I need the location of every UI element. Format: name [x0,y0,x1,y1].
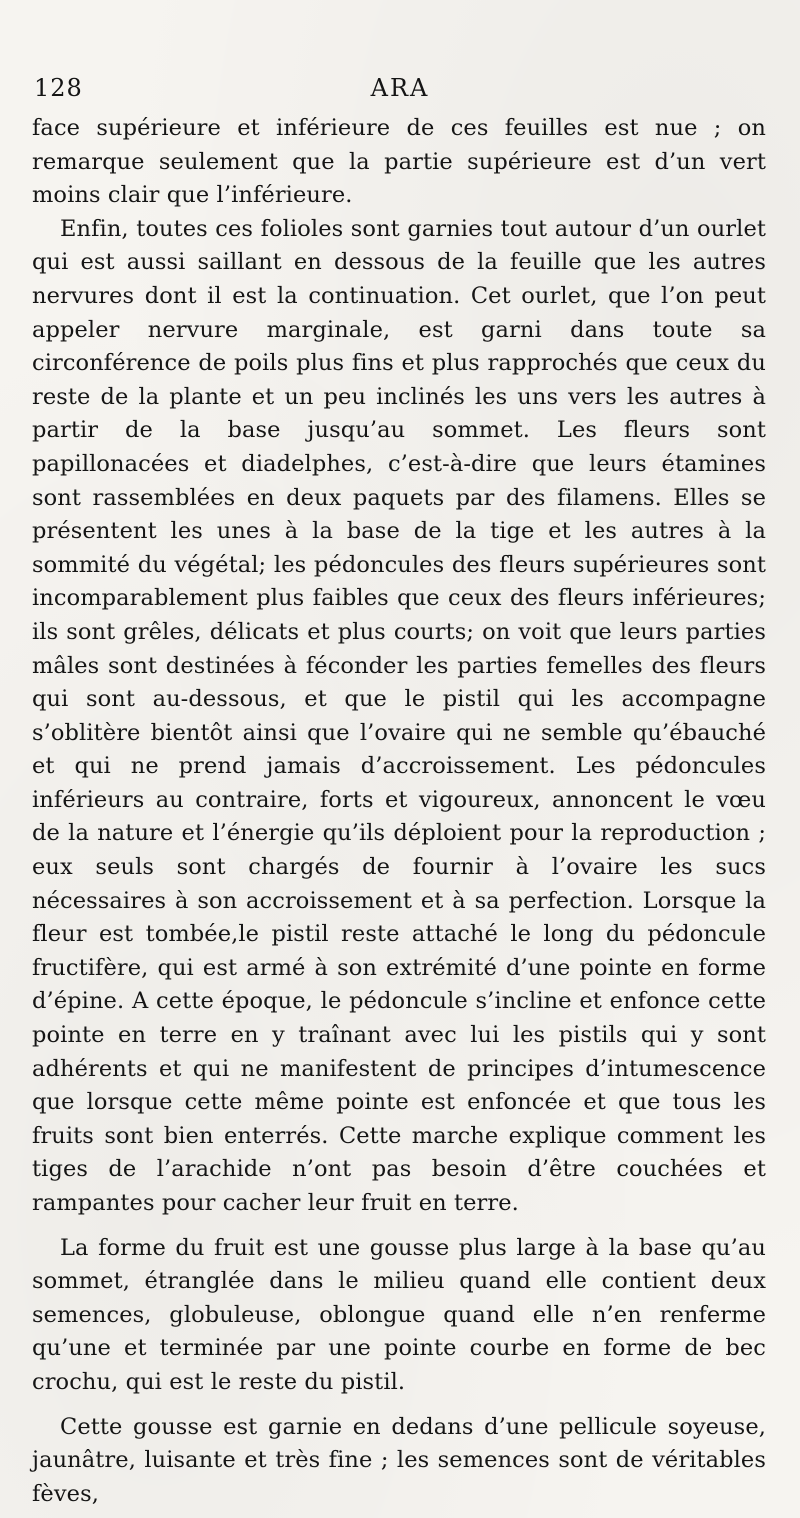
running-title: ARA [370,74,430,102]
running-head [30,70,770,110]
paragraph-fruit-shape: La forme du fruit est une gousse plus large à la base qu’au sommet, étranglée dans le milieu quand elle contient deux semences, globuleuse, oblongue quand elle n’en renferme qu’une et terminée par une pointe courbe en forme de bec crochu, qui est le reste du pistil. [32,1234,766,1395]
paragraph-pod-lining: Cette gousse est garnie en dedans d’une pellicule soyeuse, jaunâtre, luisante et très fine ; les semences sont de véritables fèves, [32,1413,766,1507]
page-number: 128 [34,74,83,102]
paragraph-folioles-and-flowers: Enfin, toutes ces folioles sont garnies tout autour d’un ourlet qui est aussi saillant en dessous de la feuille que les autres nervures dont il est la continuation. Cet ourlet, que l’on peut appeler nervure marginale, est garni dans toute sa circonférence de poils plus fins et plus rapprochés que ceux du reste de la plante et un peu inclinés les uns vers les autres à partir de la base jusqu’au sommet. Les fleurs sont papillonacées et diadelphes, c’est-à-dire que leurs étamines sont rassemblées en deux paquets par des filamens. Elles se présentent les unes à la base de la tige et les autres à la sommité du végétal; les pédoncules des fleurs supérieures sont incomparablement plus faibles que ceux des fleurs inférieures; ils sont grêles, délicats et plus courts; on voit que leurs parties mâles sont destinées à féconder les parties femelles des fleurs qui sont au-dessous, et que le pistil qui les accompagne s’oblitère bientôt ainsi que l’ovaire qui ne semble qu’ébauché et qui ne prend jamais d’accroissement. Les pédoncules inférieurs au contraire, forts et vigoureux, annoncent le vœu de la nature et l’énergie qu’ils déploient pour la reproduction ; eux seuls sont chargés de fournir à l’ovaire les sucs nécessaires à son accroissement et à sa perfection. Lorsque la fleur est tombée,le pistil reste attaché le long du pédoncule fructifère, qui est armé à son extrémité d’une pointe en forme d’épine. A cette époque, le pédoncule s’incline et enfonce cette pointe en terre en y traînant avec lui les pistils qui y sont adhérents et qui ne manifestent de principes d’intumescence que lorsque cette même pointe est enfoncée et que tous les fruits sont bien enterrés. Cette marche explique comment les tiges de l’arachide n’ont pas besoin d’être couchées et rampantes pour cacher leur fruit en terre. [32,215,766,1216]
body-text [32,112,766,1511]
paragraph-continuation: face supérieure et inférieure de ces feuilles est nue ; on remarque seulement que la partie supérieure est d’un vert moins clair que l’inférieure. [32,115,766,209]
